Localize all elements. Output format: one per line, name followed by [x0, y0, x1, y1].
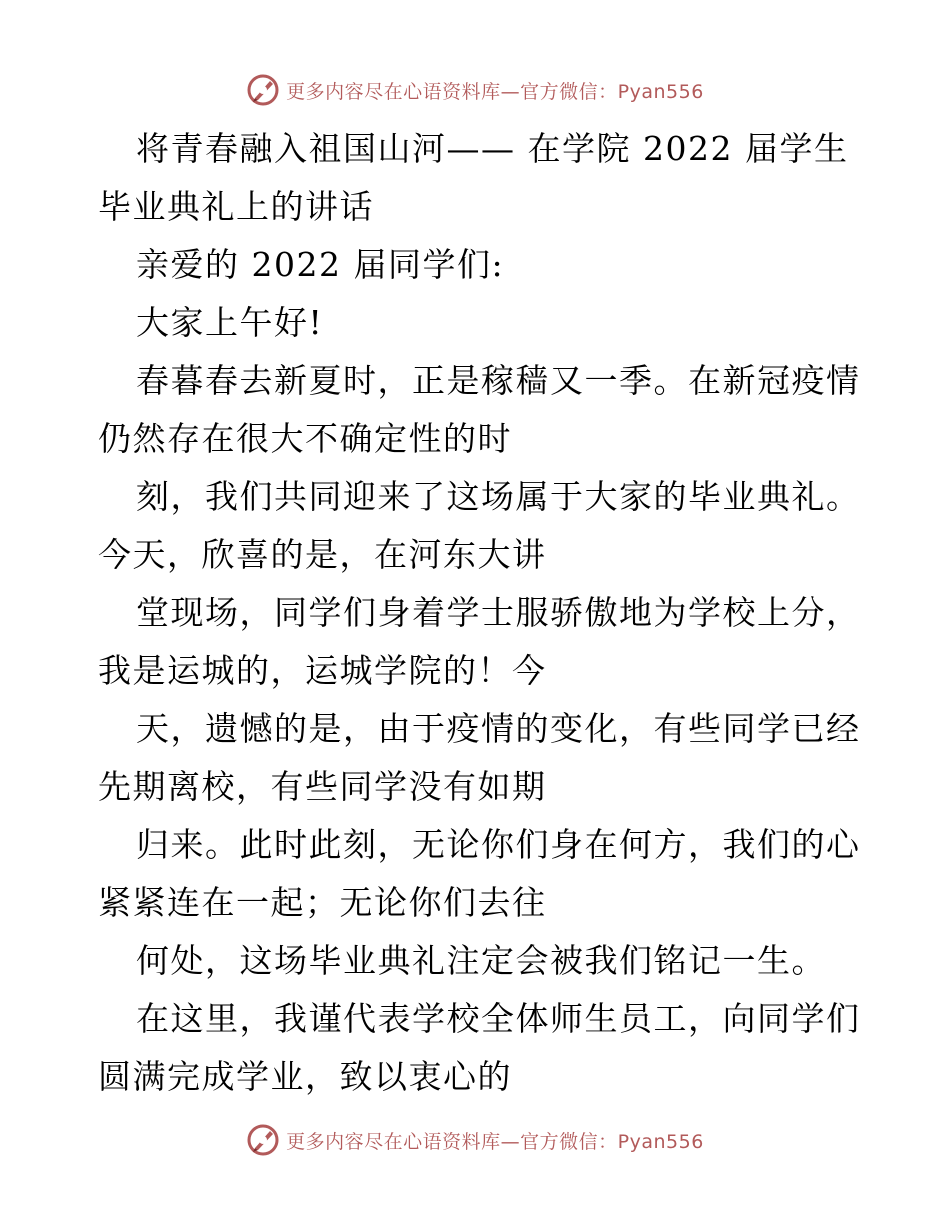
paragraph-line: 在这里，我谨代表学校全体师生员工，向同学们	[136, 999, 861, 1038]
greeting: 大家上午好!	[136, 303, 324, 342]
title-line-1: 将青春融入祖国山河—— 在学院 2022 届学生	[136, 129, 849, 168]
paragraph-line: 紧紧连在一起；无论你们去往	[98, 883, 547, 922]
header-watermark	[0, 70, 950, 110]
salutation: 亲爱的 2022 届同学们:	[136, 245, 505, 284]
quill-pen-logo-icon	[246, 1123, 280, 1157]
paragraph-line: 今天，欣喜的是，在河东大讲	[98, 535, 547, 574]
watermark-text: 更多内容尽在心语资料库—官方微信：Pyan556	[286, 1130, 704, 1153]
paragraph-line: 我是运城的，运城学院的！今	[98, 651, 547, 690]
paragraph-line: 何处，这场毕业典礼注定会被我们铭记一生。	[136, 941, 826, 980]
paragraph-line: 圆满完成学业，致以衷心的	[98, 1057, 512, 1096]
paragraph-line: 堂现场，同学们身着学士服骄傲地为学校上分，	[136, 593, 861, 632]
paragraph-line: 春暮春去新夏时，正是稼穑又一季。在新冠疫情	[136, 361, 861, 400]
watermark-text: 更多内容尽在心语资料库—官方微信：Pyan556	[286, 80, 704, 103]
quill-pen-logo-icon	[246, 73, 280, 107]
paragraph-line: 仍然存在很大不确定性的时	[98, 419, 512, 458]
document-body	[98, 120, 861, 1106]
paragraph-line: 先期离校，有些同学没有如期	[98, 767, 547, 806]
paragraph-line: 归来。此时此刻，无论你们身在何方，我们的心	[136, 825, 861, 864]
footer-watermark	[0, 1120, 950, 1160]
title-line-2: 毕业典礼上的讲话	[98, 187, 374, 226]
paragraph-line: 天，遗憾的是，由于疫情的变化，有些同学已经	[136, 709, 861, 748]
paragraph-line: 刻，我们共同迎来了这场属于大家的毕业典礼。	[136, 477, 861, 516]
